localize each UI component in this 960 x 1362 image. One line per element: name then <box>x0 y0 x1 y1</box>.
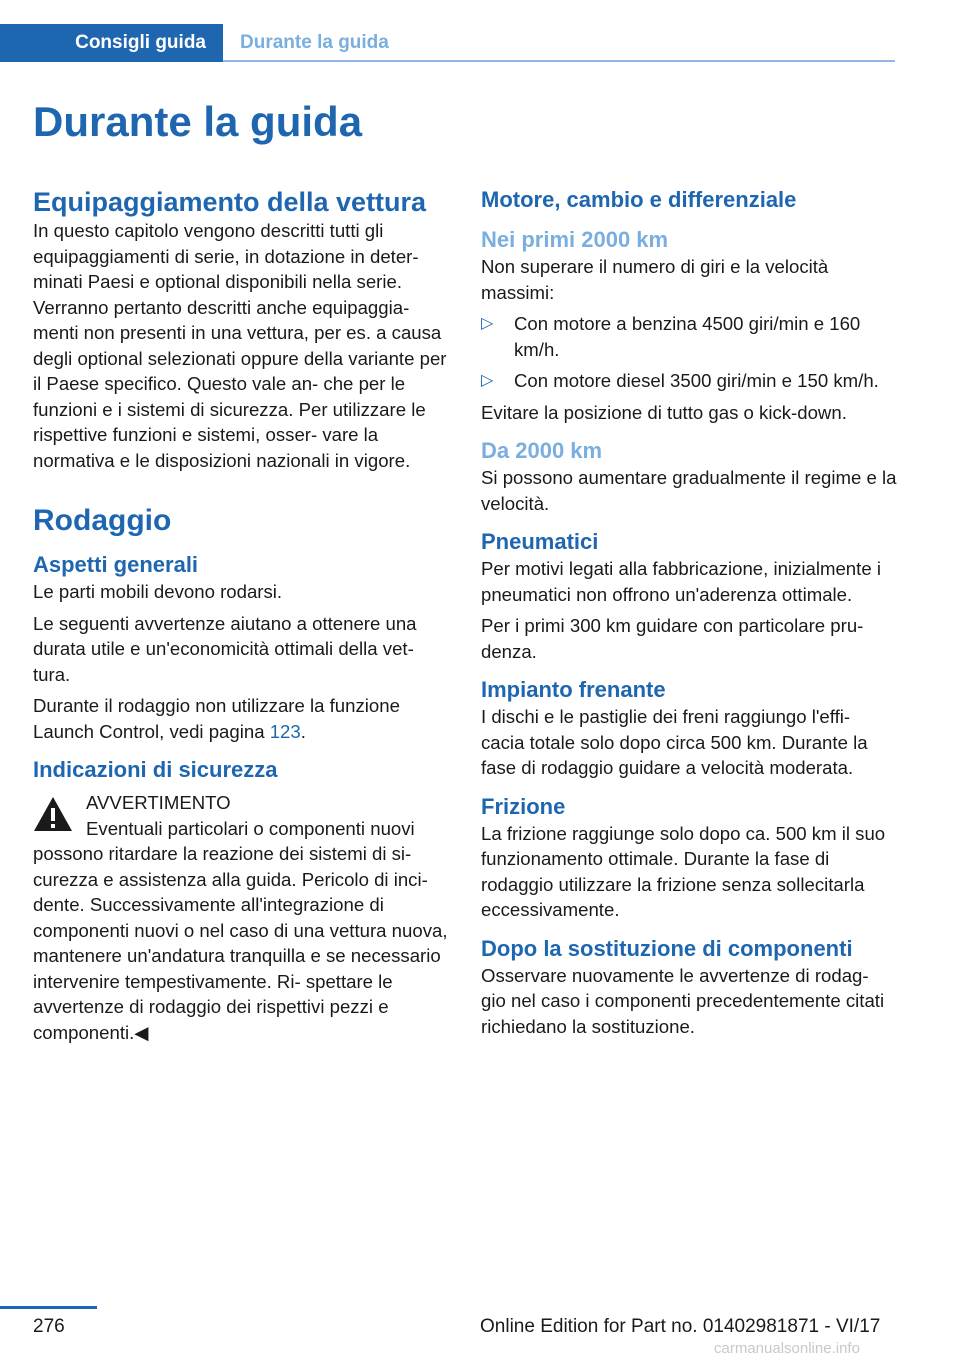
subsection-title-aspetti: Aspetti generali <box>33 552 199 577</box>
aspetti-text-3-post: . <box>300 720 306 742</box>
freni-text: I dischi e le pastiglie dei freni raggiungo l'effi- cacia totale solo dopo circa 500 km. Durante la fase di rodaggio guidare a velocità moderata. <box>481 706 868 778</box>
edition-note: Online Edition for Part no. 01402981871 - VI/17 <box>480 1316 881 1337</box>
pneumatici-text-1: Per motivi legati alla fabbricazione, inizialmente i pneumatici non offrono un'aderenza ottimale. <box>481 558 881 605</box>
warning-triangle-icon <box>33 796 73 832</box>
list-item <box>481 311 897 362</box>
left-column <box>33 186 449 1045</box>
bullet-text-2: Con motore diesel 3500 giri/min e 150 km/h. <box>514 370 879 391</box>
triangle-bullet-icon: ▷ <box>481 315 494 332</box>
bullet-text-1: Con motore a benzina 4500 giri/min e 160 km/h. <box>514 313 861 360</box>
aspetti-text-2: Le seguenti avvertenze aiutano a ottenere una durata utile e un'economicità ottimali della vet- tura. <box>33 612 417 685</box>
tab-durante-la-guida[interactable]: Durante la guida <box>240 32 389 53</box>
subsection-title-pneumatici: Pneumatici <box>481 529 599 554</box>
page-number: 276 <box>33 1316 65 1337</box>
warning-block <box>33 790 449 1045</box>
aspetti-text-3 <box>33 693 449 744</box>
equipaggiamento-text: In questo capitolo vengono descritti tutti gli equipaggiamenti di serie, in dotazione in deter- minati Paesi e optional disponibili nella serie. Verranno pertanto descritti anche equipaggia- menti non presenti in una vettura, per es. a causa degli optional selezionati oppure della variante per il Paese specifico. Questo vale an- che per le funzioni e i sistemi di sicurezza. Per utilizzare le rispettive funzioni e sistemi, osser- vare la normativa e le disposizioni nazionali in vigore. <box>33 220 447 471</box>
watermark: carmanualsonline.info <box>714 1340 860 1357</box>
page-link-123[interactable]: 123 <box>269 720 301 742</box>
subsection-title-da-2000: Da 2000 km <box>481 438 603 463</box>
da-text: Si possono aumentare gradualmente il regime e la velocità. <box>481 467 897 514</box>
subsection-title-motore: Motore, cambio e differenziale <box>481 187 797 212</box>
footer-divider <box>0 1306 97 1309</box>
primi-text: Non superare il numero di giri e la velocità massimi: <box>481 256 829 303</box>
subsection-title-primi-2000: Nei primi 2000 km <box>481 227 669 252</box>
subsection-title-frizione: Frizione <box>481 793 566 819</box>
page-title: Durante la guida <box>33 98 363 145</box>
section-title-rodaggio: Rodaggio <box>33 504 172 537</box>
dopo-text: Osservare nuovamente le avvertenze di rodag- gio nel caso i componenti precedentemente citati richiedano la sostituzione. <box>481 964 885 1037</box>
subsection-title-sicurezza: Indicazioni di sicurezza <box>33 757 278 782</box>
triangle-bullet-icon: ▷ <box>481 372 494 389</box>
aspetti-text-3-pre: Durante il rodaggio non utilizzare la funzione Launch Control, vedi pagina <box>33 695 400 742</box>
subsection-title-freni: Impianto frenante <box>481 677 666 702</box>
aspetti-text-1: Le parti mobili devono rodarsi. <box>33 581 283 602</box>
section-title-equipaggiamento: Equipaggiamento della vettura <box>33 187 427 217</box>
warning-label: AVVERTIMENTO <box>86 792 231 813</box>
pneumatici-text-2: Per i primi 300 km guidare con particolare pru- denza. <box>481 615 864 662</box>
warning-text: Eventuali particolari o componenti nuovi possono ritardare la reazione dei sistemi di si- curezza e assistenza alla guida. Pericolo di inci- dente. Successivamente all'integrazione di componenti nuovi o nel caso di una vettura nuova, mantenere un'andatura tranquilla e se necessario intervenire tempestivamente. Ri- spettare le avvertenze di rodaggio dei rispettivi pezzi e componenti.◀ <box>33 817 448 1043</box>
subsection-title-dopo-sostituzione: Dopo la sostituzione di componenti <box>481 935 853 961</box>
header-divider <box>223 60 895 62</box>
list-item <box>481 368 897 394</box>
evitare-text: Evitare la posizione di tutto gas o kick-down. <box>481 401 847 423</box>
header-tabs <box>0 24 895 62</box>
frizione-text: La frizione raggiunge solo dopo ca. 500 km il suo funzionamento ottimale. Durante la fase di rodaggio utilizzare la frizione senza sollecitarla eccessivamente. <box>481 822 886 920</box>
tab-consigli-guida[interactable]: Consigli guida <box>0 24 223 62</box>
right-column <box>481 186 897 1039</box>
